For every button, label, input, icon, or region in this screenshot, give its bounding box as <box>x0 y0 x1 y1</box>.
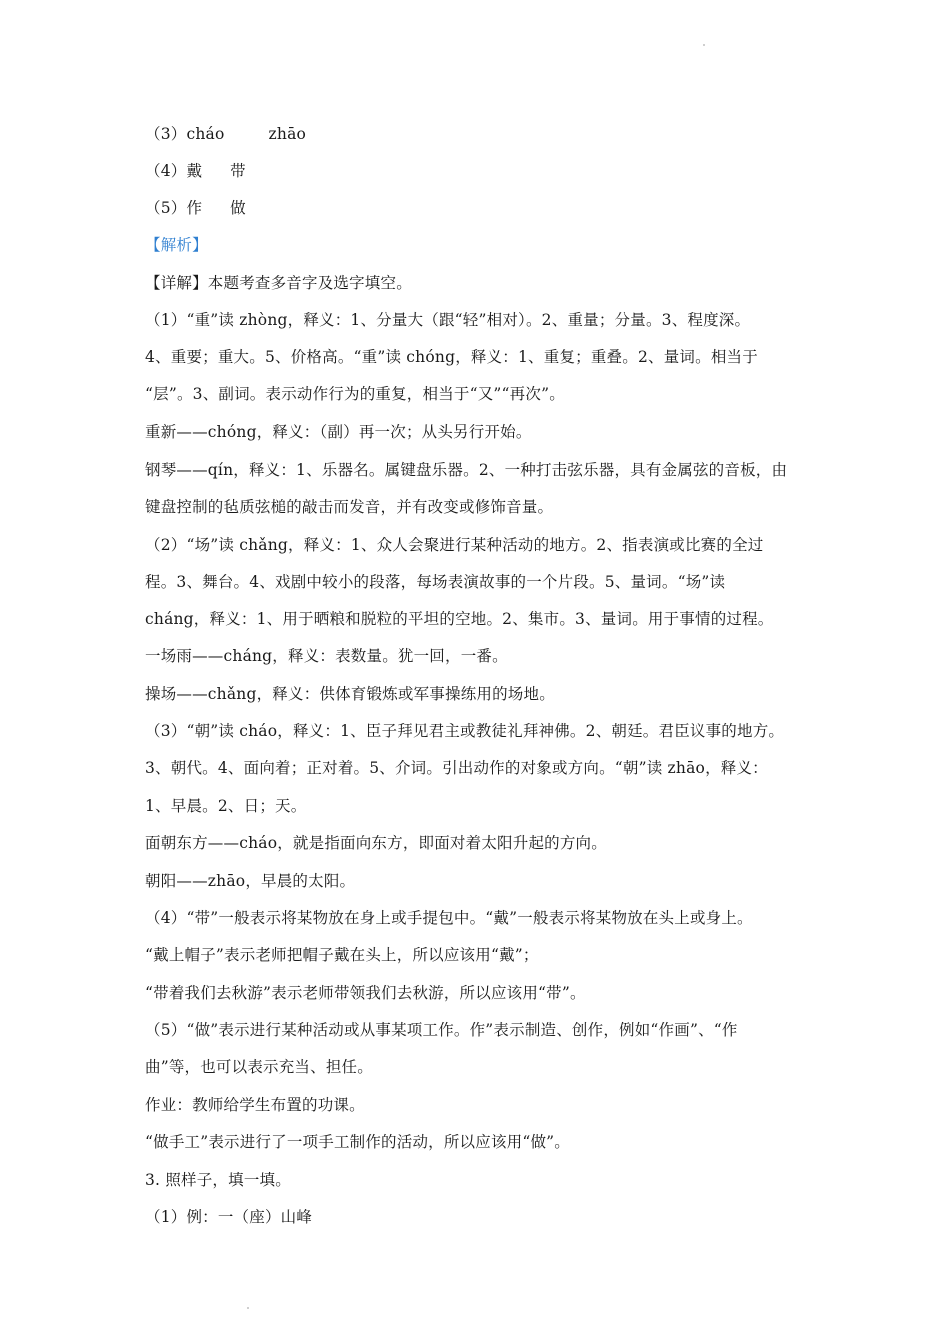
answer-word-1: cháo <box>186 125 225 143</box>
scan-dot <box>703 44 705 46</box>
paragraph-line: “层”。3、副词。表示动作行为的重复，相当于“又”“再次”。 <box>145 385 565 403</box>
question-example: （1）例：一（座）山峰 <box>145 1208 313 1226</box>
paragraph-line: （1）“重”读 zhòng，释义：1、分量大（跟“轻”相对）。2、重量；分量。3、程度深。 <box>145 311 751 329</box>
paragraph-line: 一场雨——cháng，释义：表数量。犹一回，一番。 <box>145 647 508 665</box>
paragraph-line: （4）“带”一般表示将某物放在身上或手提包中。“戴”一般表示将某物放在头上或身上。 <box>145 909 753 927</box>
paragraph-line: “戴上帽子”表示老师把帽子戴在头上，所以应该用“戴”； <box>145 946 539 964</box>
paragraph-line: 键盘控制的毡质弦槌的敲击而发音，并有改变或修饰音量。 <box>145 498 554 516</box>
answer-word-1: 作 <box>186 199 203 217</box>
paragraph-line: 4、重要；重大。5、价格高。“重”读 chóng，释义：1、重复；重叠。2、量词。相当于 <box>145 348 758 366</box>
answer-word-2: 做 <box>230 199 246 217</box>
paragraph-line: 曲”等，也可以表示充当、担任。 <box>145 1058 373 1076</box>
paragraph-line: 朝阳——zhāo，早晨的太阳。 <box>145 872 356 890</box>
answer-number: （3） <box>145 125 187 143</box>
answer-number: （5） <box>145 199 187 217</box>
paragraph-line: 钢琴——qín，释义：1、乐器名。属键盘乐器。2、一种打击弦乐器，具有金属弦的音板，由 <box>145 461 788 479</box>
paragraph-line: 3、朝代。4、面向着；正对着。5、介词。引出动作的对象或方向。“朝”读 zhāo，释义： <box>145 759 768 777</box>
paragraph-line: （5）“做”表示进行某种活动或从事某项工作。作”表示制造、创作，例如“作画”、“作 <box>145 1021 738 1039</box>
answer-number: （4） <box>145 162 187 180</box>
answer-word-1: 戴 <box>186 162 203 180</box>
answer-3 <box>145 124 825 144</box>
answer-word-2: zhāo <box>268 125 307 143</box>
answer-5 <box>145 198 825 218</box>
paragraph-line: 程。3、舞台。4、戏剧中较小的段落，每场表演故事的一个片段。5、量词。“场”读 <box>145 573 726 591</box>
paragraph-line: （2）“场”读 chǎng，释义：1、众人会聚进行某种活动的地方。2、指表演或比赛的全过 <box>145 536 764 554</box>
answer-4 <box>145 161 825 181</box>
paragraph-line: 作业：教师给学生布置的功课。 <box>145 1096 365 1114</box>
detail-heading: 【详解】本题考查多音字及选字填空。 <box>145 274 412 292</box>
paragraph-line: cháng，释义：1、用于晒粮和脱粒的平坦的空地。2、集市。3、量词。用于事情的过程。 <box>145 610 774 628</box>
paragraph-line: 操场——chǎng，释义：供体育锻炼或军事操练用的场地。 <box>145 685 555 703</box>
scan-dot <box>247 1307 249 1309</box>
paragraph-line: “带着我们去秋游”表示老师带领我们去秋游，所以应该用“带”。 <box>145 984 586 1002</box>
question-heading: 3. 照样子，填一填。 <box>145 1171 291 1189</box>
answer-word-2: 带 <box>230 162 246 180</box>
paragraph-line: （3）“朝”读 cháo，释义：1、臣子拜见君主或教徒礼拜神佛。2、朝廷。君臣议事的地方。 <box>145 722 785 740</box>
paragraph-line: 面朝东方——cháo，就是指面向东方，即面对着太阳升起的方向。 <box>145 834 607 852</box>
paragraph-line: “做手工”表示进行了一项手工制作的活动，所以应该用“做”。 <box>145 1133 570 1151</box>
analysis-label: 【解析】 <box>145 236 208 254</box>
paragraph-line: 重新——chóng，释义：（副）再一次；从头另行开始。 <box>145 423 532 441</box>
paragraph-line: 1、早晨。2、日；天。 <box>145 797 307 815</box>
